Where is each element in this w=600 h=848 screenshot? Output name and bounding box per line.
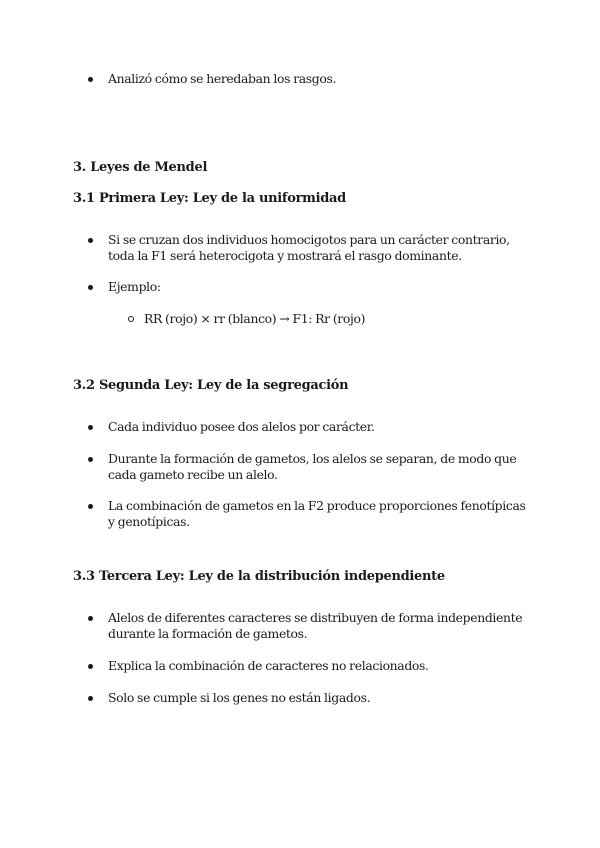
bullet-icon: [88, 696, 93, 701]
bullet-icon: [88, 425, 93, 430]
list-item: [88, 690, 528, 706]
list-item-text: Solo se cumple si los genes no están ligados.: [108, 690, 371, 705]
list-item: [88, 658, 528, 674]
list-item: [88, 419, 528, 435]
bullet-icon: [88, 504, 93, 509]
hollow-bullet-icon: [128, 316, 134, 322]
bullet-icon: [88, 457, 93, 462]
bullet-icon: [88, 77, 93, 82]
law2-title: 3.2 Segunda Ley: Ley de la segregación: [73, 378, 349, 393]
sub-list-item: [128, 311, 365, 327]
list-item-text: Explica la combinación de caracteres no relacionados.: [108, 658, 429, 673]
section-title: 3. Leyes de Mendel: [73, 160, 208, 175]
list-item: [88, 232, 528, 264]
bullet-icon: [88, 616, 93, 621]
list-item-text: Durante la formación de gametos, los alelos se separan, de modo que cada gameto recibe un alelo.: [108, 451, 517, 482]
list-item-text: Cada individuo posee dos alelos por carácter.: [108, 419, 375, 434]
list-item-text: Si se cruzan dos individuos homocigotos para un carácter contrario, toda la F1 será heterocigota y mostrará el rasgo dominante.: [108, 232, 510, 263]
list-item: [88, 498, 528, 530]
list-item-text: La combinación de gametos en la F2 produce proporciones fenotípicas y genotípicas.: [108, 498, 526, 529]
law1-title: 3.1 Primera Ley: Ley de la uniformidad: [73, 191, 346, 206]
bullet-icon: [88, 238, 93, 243]
list-item: [88, 279, 528, 295]
list-item-text: Alelos de diferentes caracteres se distribuyen de forma independiente durante la formación de gametos.: [108, 610, 523, 641]
bullet-icon: [88, 285, 93, 290]
sub-list-item-text: RR (rojo) × rr (blanco) → F1: Rr (rojo): [144, 311, 366, 326]
list-item-text: Analizó cómo se heredaban los rasgos.: [108, 71, 337, 86]
list-item: [88, 610, 528, 642]
list-item: [88, 71, 528, 87]
list-item: [88, 451, 528, 483]
list-item-text: Ejemplo:: [108, 279, 161, 294]
law3-title: 3.3 Tercera Ley: Ley de la distribución independiente: [73, 569, 445, 584]
bullet-icon: [88, 664, 93, 669]
